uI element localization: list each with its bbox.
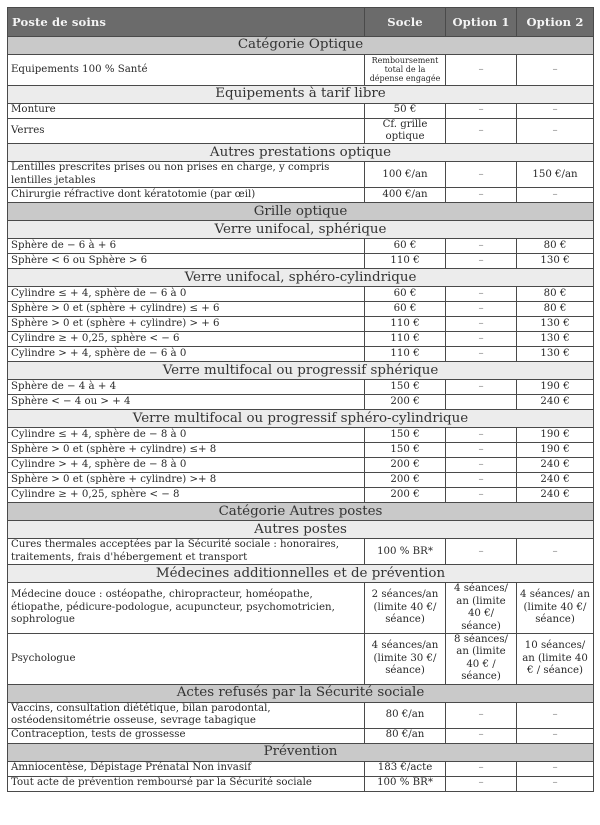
section-band: [8, 521, 594, 539]
option2-value: 190 €: [517, 428, 594, 443]
row-label: Sphère > 0 et (sphère + cylindre) >+ 8: [8, 473, 365, 488]
option2-value: 190 €: [517, 380, 594, 395]
option1-value: –: [446, 188, 517, 203]
table-row: [8, 428, 594, 443]
option1-value: –: [446, 287, 517, 302]
option2-value: 190 €: [517, 443, 594, 458]
table-row: [8, 317, 594, 332]
table-row: [8, 395, 594, 410]
table-row: [8, 287, 594, 302]
row-label: Cylindre ≥ + 0,25, sphère < − 8: [8, 488, 365, 503]
header-poste: Poste de soins: [8, 8, 365, 37]
table-row: [8, 162, 594, 188]
option1-value: –: [446, 302, 517, 317]
option1-value: –: [446, 162, 517, 188]
option2-value: –: [517, 776, 594, 791]
option1-value: –: [446, 443, 517, 458]
socle-value: 80 €/an: [365, 728, 446, 743]
row-label: Sphère > 0 et (sphère + cylindre) ≤ + 6: [8, 302, 365, 317]
row-label: Sphère > 0 et (sphère + cylindre) ≤+ 8: [8, 443, 365, 458]
option2-value: –: [517, 728, 594, 743]
table-row: [8, 118, 594, 144]
section-title: Grille optique: [8, 203, 594, 221]
socle-value: 50 €: [365, 103, 446, 118]
option2-value: 130 €: [517, 254, 594, 269]
option2-value: 80 €: [517, 287, 594, 302]
option1-value: –: [446, 428, 517, 443]
section-title: Autres postes: [8, 521, 594, 539]
table-row: [8, 254, 594, 269]
socle-value: 200 €: [365, 458, 446, 473]
row-label: Cylindre ≤ + 4, sphère de − 8 à 0: [8, 428, 365, 443]
section-title: Verre unifocal, sphérique: [8, 221, 594, 239]
header-option2: Option 2: [517, 8, 594, 37]
table-header: [8, 8, 594, 37]
socle-value: 150 €: [365, 443, 446, 458]
socle-value: 100 % BR*: [365, 776, 446, 791]
section-band: [8, 269, 594, 287]
table-row: [8, 761, 594, 776]
option2-value: 240 €: [517, 473, 594, 488]
socle-value: 400 €/an: [365, 188, 446, 203]
row-label: Chirurgie réfractive dont kératotomie (par œil): [8, 188, 365, 203]
row-label: Lentilles prescrites prises ou non prises en charge, y compris lentilles jetables: [8, 162, 365, 188]
table-row: [8, 776, 594, 791]
section-title: Catégorie Optique: [8, 37, 594, 55]
option1-value: –: [446, 239, 517, 254]
socle-value: 110 €: [365, 332, 446, 347]
socle-value: Remboursement total de la dépense engagée: [365, 55, 446, 86]
socle-value: 200 €: [365, 488, 446, 503]
socle-value: 100 €/an: [365, 162, 446, 188]
row-label: Cures thermales acceptées par la Sécurité sociale : honoraires, traitements, frais d'hébergement et transport: [8, 539, 365, 565]
table-row: [8, 443, 594, 458]
row-label: Cylindre > + 4, sphère de − 6 à 0: [8, 347, 365, 362]
table-row: [8, 488, 594, 503]
section-title: Equipements à tarif libre: [8, 85, 594, 103]
section-band: [8, 144, 594, 162]
section-band: [8, 503, 594, 521]
option1-value: –: [446, 254, 517, 269]
option2-value: –: [517, 103, 594, 118]
row-label: Médecine douce : ostéopathe, chiropracteur, homéopathe, étiopathe, pédicure-podologue, acupuncteur, psychomotricien, sophrologue: [8, 583, 365, 634]
section-band: [8, 85, 594, 103]
table-row: [8, 583, 594, 634]
socle-value: 60 €: [365, 239, 446, 254]
option2-value: –: [517, 188, 594, 203]
table-row: [8, 473, 594, 488]
socle-value: 60 €: [365, 302, 446, 317]
option1-value: –: [446, 776, 517, 791]
socle-value: 200 €: [365, 395, 446, 410]
option2-value: 130 €: [517, 332, 594, 347]
table-row: [8, 188, 594, 203]
section-band: [8, 684, 594, 702]
header-socle: Socle: [365, 8, 446, 37]
option2-value: –: [517, 55, 594, 86]
option1-value: –: [446, 347, 517, 362]
row-label: Contraception, tests de grossesse: [8, 728, 365, 743]
socle-value: 110 €: [365, 254, 446, 269]
row-label: Sphère < − 4 ou > + 4: [8, 395, 365, 410]
row-label: Amniocentèse, Dépistage Prénatal Non invasif: [8, 761, 365, 776]
section-title: Verre unifocal, sphéro-cylindrique: [8, 269, 594, 287]
table-row: [8, 633, 594, 684]
socle-value: 4 séances/an (limite 30 €/ séance): [365, 633, 446, 684]
table-row: [8, 458, 594, 473]
option2-value: 240 €: [517, 458, 594, 473]
socle-value: 110 €: [365, 317, 446, 332]
socle-value: 110 €: [365, 347, 446, 362]
option1-value: –: [446, 458, 517, 473]
table-row: [8, 302, 594, 317]
section-title: Actes refusés par la Sécurité sociale: [8, 684, 594, 702]
socle-value: 150 €: [365, 428, 446, 443]
socle-value: 2 séances/an (limite 40 €/ séance): [365, 583, 446, 634]
row-label: Tout acte de prévention remboursé par la Sécurité sociale: [8, 776, 365, 791]
section-band: [8, 37, 594, 55]
section-title: Prévention: [8, 743, 594, 761]
row-label: Cylindre > + 4, sphère de − 8 à 0: [8, 458, 365, 473]
row-label: Sphère de − 4 à + 4: [8, 380, 365, 395]
section-band: [8, 743, 594, 761]
option1-value: –: [446, 539, 517, 565]
section-title: Verre multifocal ou progressif sphérique: [8, 362, 594, 380]
option2-value: 240 €: [517, 395, 594, 410]
table-row: [8, 347, 594, 362]
row-label: Sphère de − 6 à + 6: [8, 239, 365, 254]
table-row: [8, 55, 594, 86]
socle-value: 183 €/acte: [365, 761, 446, 776]
option1-value: –: [446, 55, 517, 86]
section-band: [8, 565, 594, 583]
section-band: [8, 203, 594, 221]
socle-value: 80 €/an: [365, 702, 446, 728]
table-row: [8, 728, 594, 743]
option1-value: –: [446, 332, 517, 347]
option2-value: 130 €: [517, 317, 594, 332]
socle-value: Cf. grille optique: [365, 118, 446, 144]
table-body: [8, 37, 594, 792]
table-row: [8, 702, 594, 728]
option1-value: –: [446, 761, 517, 776]
socle-value: 150 €: [365, 380, 446, 395]
header-option1: Option 1: [446, 8, 517, 37]
option1-value: –: [446, 118, 517, 144]
option2-value: 4 séances/ an (limite 40 €/ séance): [517, 583, 594, 634]
section-title: Médecines additionnelles et de prévention: [8, 565, 594, 583]
socle-value: 100 % BR*: [365, 539, 446, 565]
table-row: [8, 380, 594, 395]
option2-value: –: [517, 539, 594, 565]
table-row: [8, 539, 594, 565]
option1-value: –: [446, 728, 517, 743]
row-label: Monture: [8, 103, 365, 118]
option1-value: –: [446, 317, 517, 332]
section-band: [8, 410, 594, 428]
row-label: Vaccins, consultation diététique, bilan parodontal, ostéodensitométrie osseuse, sevrage tabagique: [8, 702, 365, 728]
option2-value: 80 €: [517, 239, 594, 254]
row-label: Cylindre ≤ + 4, sphère de − 6 à 0: [8, 287, 365, 302]
socle-value: 200 €: [365, 473, 446, 488]
table-row: [8, 239, 594, 254]
option2-value: –: [517, 761, 594, 776]
option2-value: 240 €: [517, 488, 594, 503]
option1-value: –: [446, 380, 517, 395]
row-label: Sphère < 6 ou Sphère > 6: [8, 254, 365, 269]
section-band: [8, 221, 594, 239]
row-label: Equipements 100 % Santé: [8, 55, 365, 86]
coverage-table: [7, 7, 594, 792]
section-title: Catégorie Autres postes: [8, 503, 594, 521]
option1-value: [446, 395, 517, 410]
section-band: [8, 362, 594, 380]
section-title: Verre multifocal ou progressif sphéro-cylindrique: [8, 410, 594, 428]
option1-value: 4 séances/ an (limite 40 €/ séance): [446, 583, 517, 634]
option1-value: –: [446, 473, 517, 488]
option2-value: 80 €: [517, 302, 594, 317]
option2-value: –: [517, 702, 594, 728]
row-label: Verres: [8, 118, 365, 144]
option2-value: 130 €: [517, 347, 594, 362]
table-row: [8, 332, 594, 347]
option1-value: –: [446, 488, 517, 503]
option1-value: –: [446, 702, 517, 728]
option1-value: –: [446, 103, 517, 118]
row-label: Cylindre ≥ + 0,25, sphère < − 6: [8, 332, 365, 347]
socle-value: 60 €: [365, 287, 446, 302]
option2-value: –: [517, 118, 594, 144]
option2-value: 10 séances/ an (limite 40 € / séance): [517, 633, 594, 684]
section-title: Autres prestations optique: [8, 144, 594, 162]
table-row: [8, 103, 594, 118]
row-label: Psychologue: [8, 633, 365, 684]
option1-value: 8 séances/ an (limite 40 € / séance): [446, 633, 517, 684]
option2-value: 150 €/an: [517, 162, 594, 188]
row-label: Sphère > 0 et (sphère + cylindre) > + 6: [8, 317, 365, 332]
